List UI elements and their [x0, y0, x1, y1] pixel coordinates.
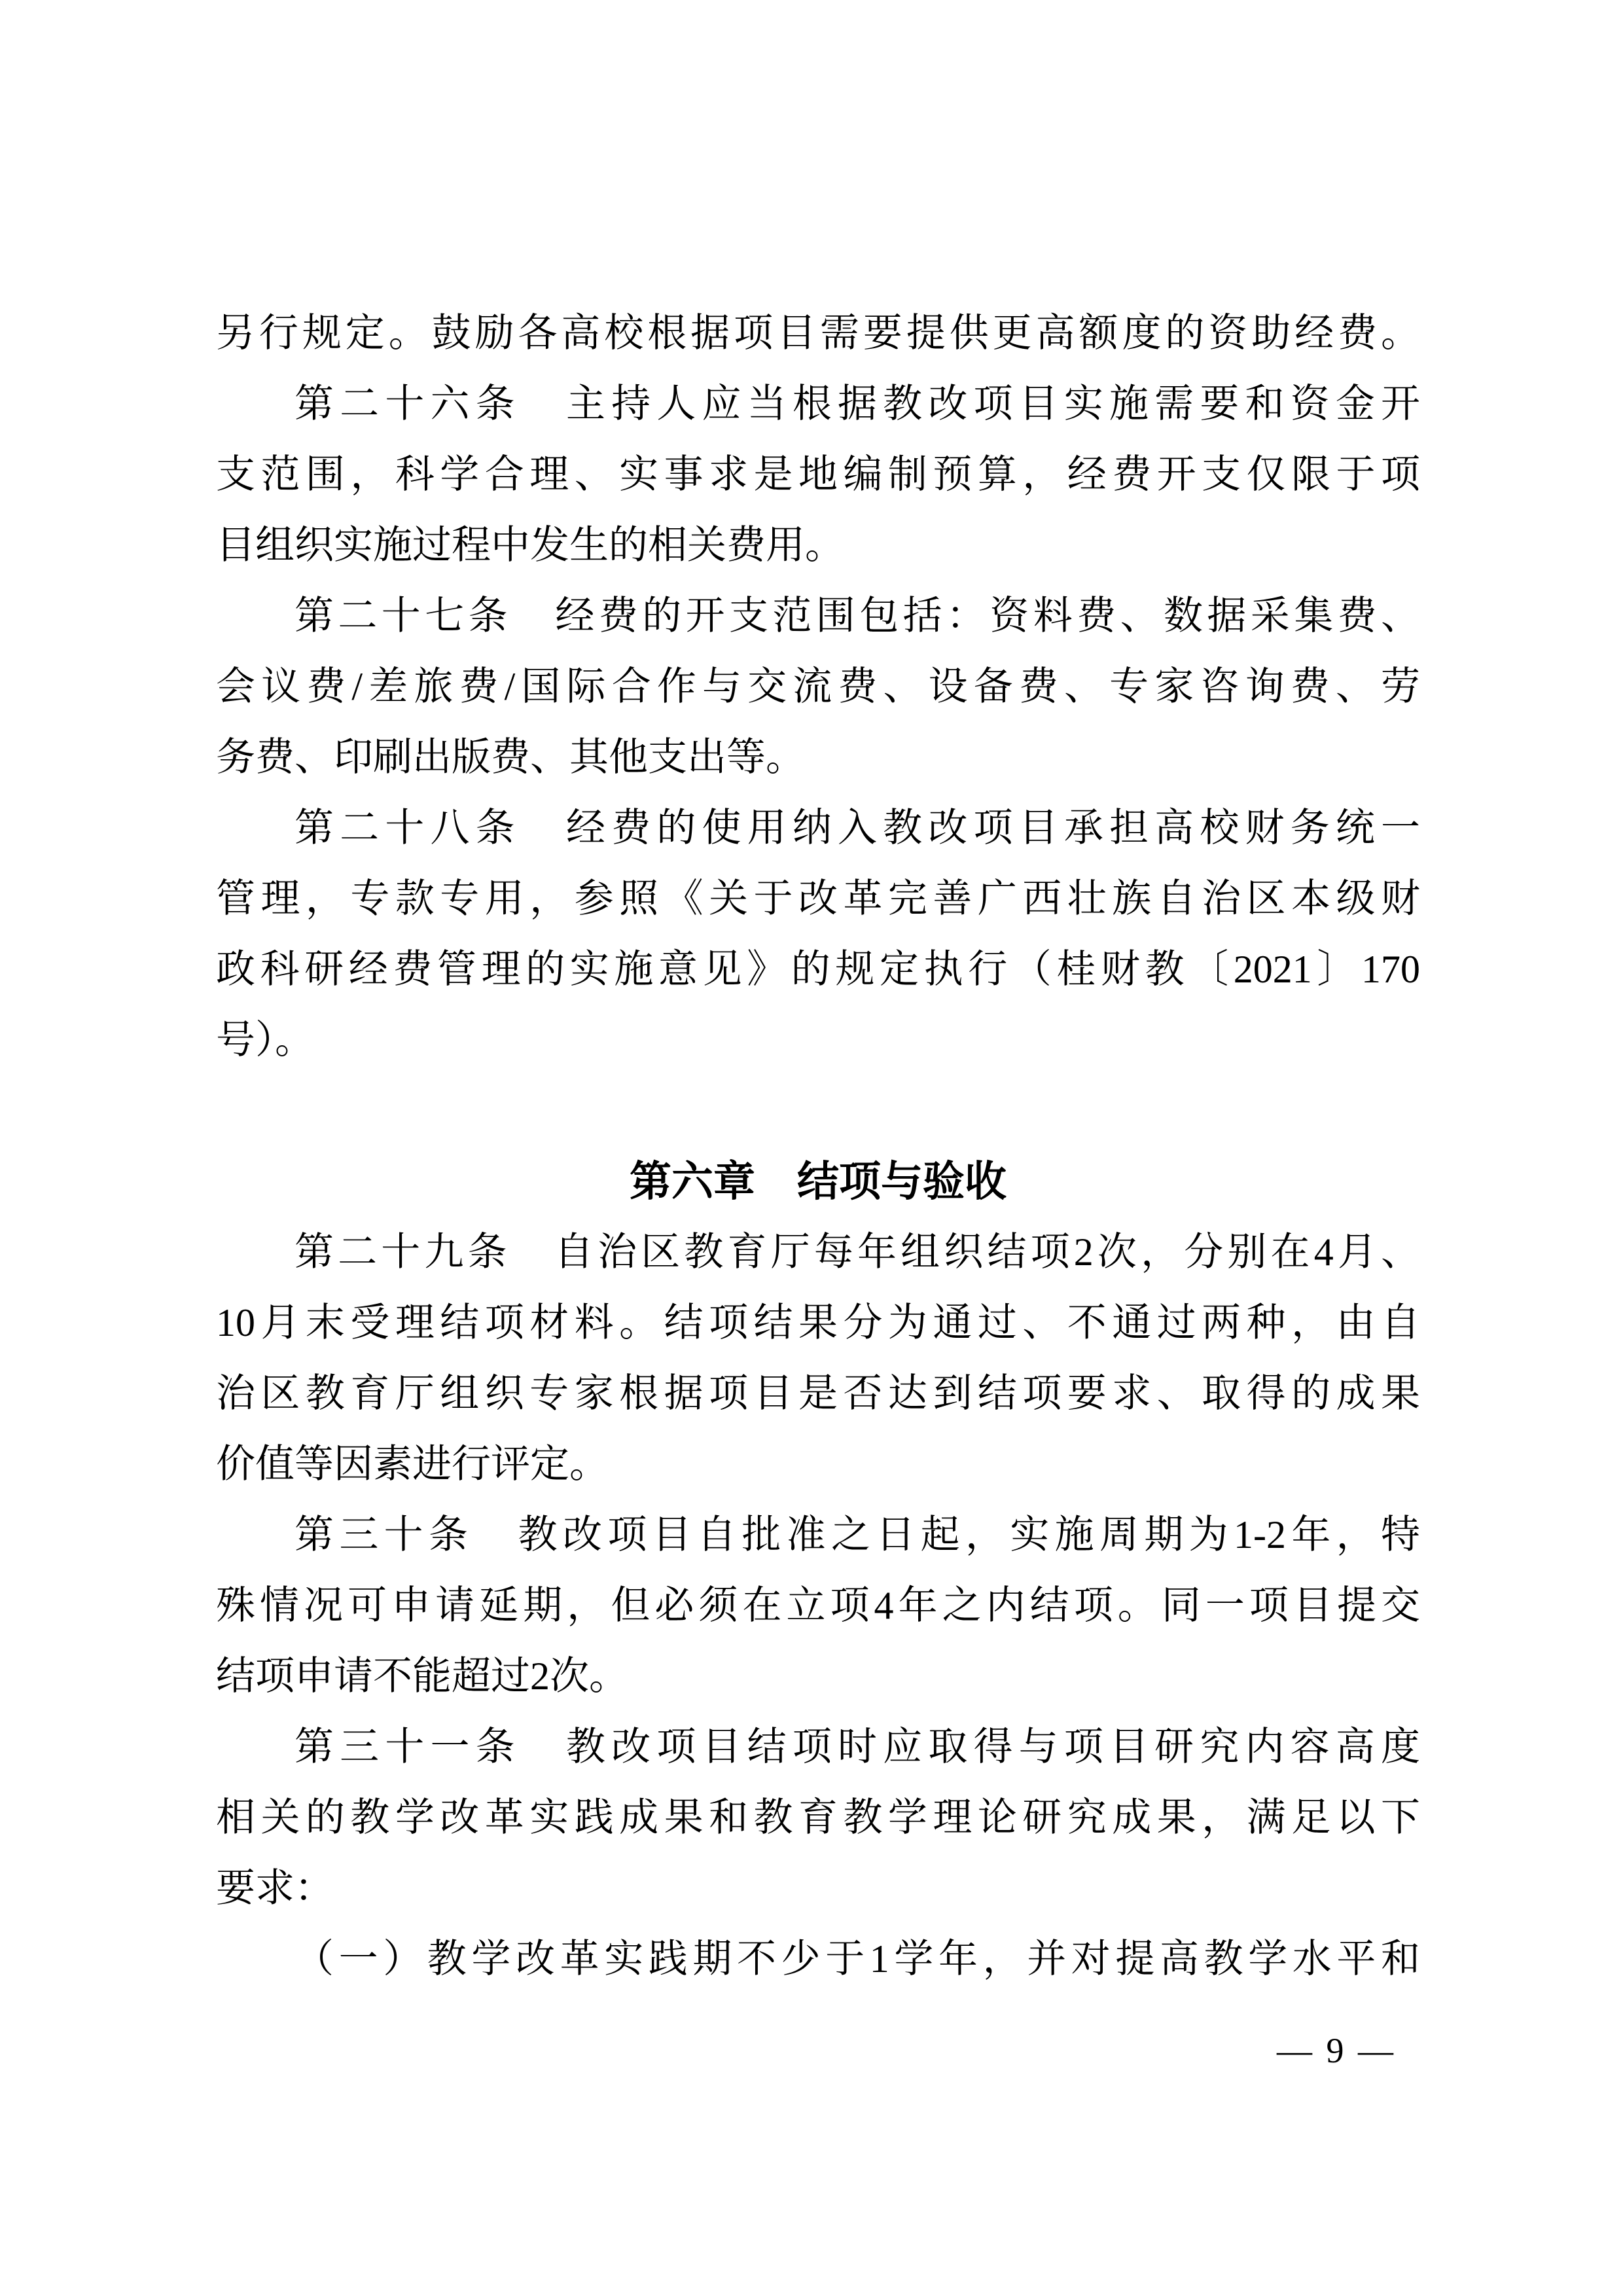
- chapter-6-heading: 第六章 结项与验收: [630, 1158, 1007, 1205]
- article-30-line: 第三十条 教改项目自批准之日起，实施周期为1-2年，特: [294, 1513, 1420, 1556]
- body-line: 10月末受理结项材料。结项结果分为通过、不通过两种，由自: [216, 1301, 1420, 1344]
- body-line: 支范围，科学合理、实事求是地编制预算，经费开支仅限于项: [216, 453, 1420, 496]
- body-line: 号）。: [216, 1018, 314, 1062]
- body-line: 另行规定。鼓励各高校根据项目需要提供更高额度的资助经费。: [216, 312, 1420, 355]
- item-1-line: （一）教学改革实践期不少于1学年，并对提高教学水平和: [294, 1937, 1420, 1981]
- article-31-line: 第三十一条 教改项目结项时应取得与项目研究内容高度: [294, 1725, 1420, 1768]
- body-line: 务费、印刷出版费、其他支出等。: [216, 736, 805, 779]
- body-line: 殊情况可申请延期，但必须在立项4年之内结项。同一项目提交: [216, 1584, 1420, 1627]
- article-29-line: 第二十九条 自治区教育厅每年组织结项2次，分别在4月、: [294, 1230, 1420, 1274]
- body-line: 目组织实施过程中发生的相关费用。: [216, 524, 844, 567]
- article-27-line: 第二十七条 经费的开支范围包括：资料费、数据采集费、: [294, 594, 1420, 637]
- document-body: [216, 298, 1420, 1994]
- body-line: 价值等因素进行评定。: [216, 1443, 609, 1486]
- article-28-line: 第二十八条 经费的使用纳入教改项目承担高校财务统一: [294, 806, 1420, 850]
- body-line: 会议费/差旅费/国际合作与交流费、设备费、专家咨询费、劳: [216, 665, 1420, 708]
- page-number: — 9 —: [1277, 2031, 1396, 2070]
- body-line: 相关的教学改革实践成果和教育教学理论研究成果，满足以下: [216, 1796, 1420, 1839]
- body-line: 要求：: [216, 1867, 334, 1910]
- body-line: 政科研经费管理的实施意见》的规定执行（桂财教〔2021〕170: [216, 948, 1420, 991]
- body-line: 治区教育厅组织专家根据项目是否达到结项要求、取得的成果: [216, 1372, 1420, 1415]
- body-line: 结项申请不能超过2次。: [216, 1655, 628, 1698]
- article-26-line: 第二十六条 主持人应当根据教改项目实施需要和资金开: [294, 382, 1420, 425]
- body-line: 管理，专款专用，参照《关于改革完善广西壮族自治区本级财: [216, 877, 1420, 920]
